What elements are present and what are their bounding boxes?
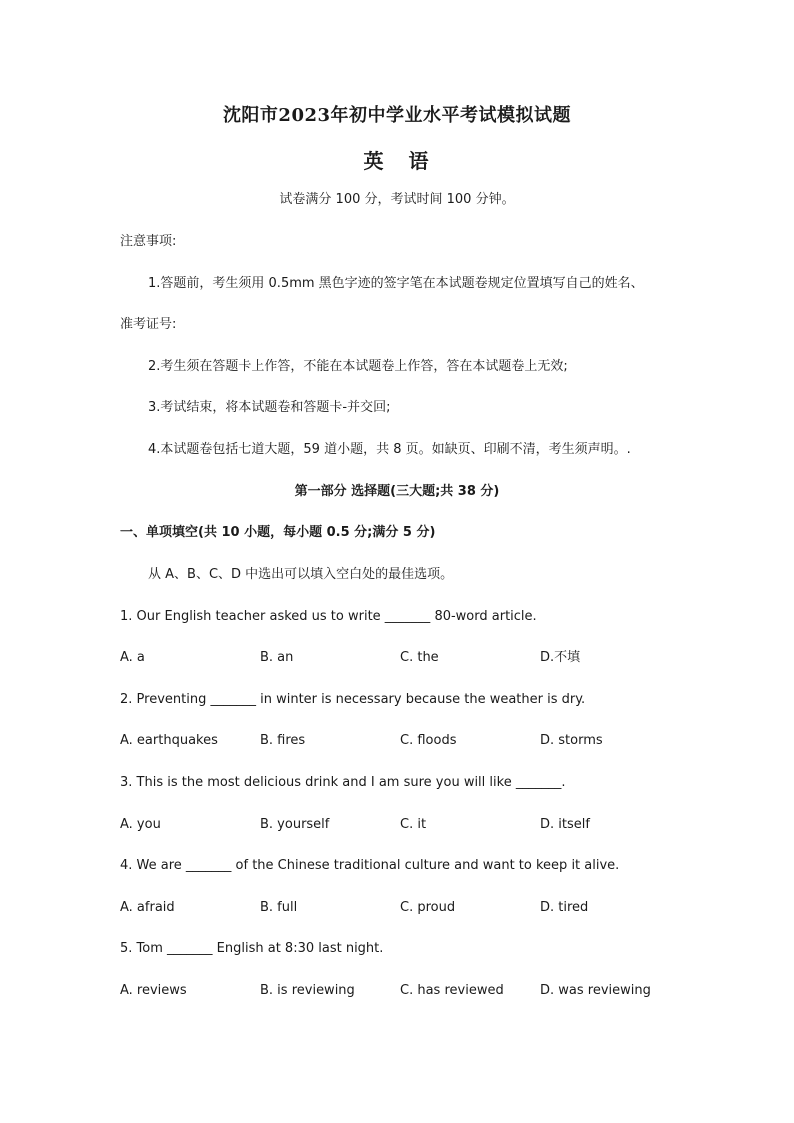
note-item-1: 1.答题前，考生须用 0.5mm 黑色字迹的签字笔在本试题卷规定位置填写自己的姓名、 [148, 276, 644, 291]
question-1-option-a: A. a [120, 650, 145, 665]
question-3-option-c: C. it [400, 817, 427, 832]
question-4: 4. We are _______ of the Chinese traditional culture and want to keep it alive. [120, 858, 620, 873]
question-3-option-d: D. itself [540, 817, 590, 832]
note-item-3: 3.考试结束，将本试题卷和答题卡-并交回; [148, 400, 391, 415]
question-1-option-d: D.不填 [540, 650, 581, 665]
question-3-option-b: B. yourself [260, 817, 330, 832]
question-5-option-c: C. has reviewed [400, 983, 504, 998]
question-4-option-a: A. afraid [120, 900, 175, 915]
question-1: 1. Our English teacher asked us to write _______ 80-word article. [120, 609, 537, 624]
note-item-2: 2.考生须在答题卡上作答，不能在本试题卷上作答，答在本试题卷上无效; [148, 359, 568, 374]
notes-heading: 注意事项: [120, 234, 177, 249]
question-4-option-d: D. tired [540, 900, 589, 915]
question-3-option-a: A. you [120, 817, 161, 832]
question-5-option-d: D. was reviewing [540, 983, 651, 998]
question-1-option-b: B. an [260, 650, 294, 665]
exam-info: 试卷满分 100 分，考试时间 100 分钟。 [279, 192, 515, 207]
part1-heading: 第一部分 选择题(三大题;共 38 分) [294, 484, 500, 499]
question-2-option-a: A. earthquakes [120, 733, 218, 748]
question-4-option-c: C. proud [400, 900, 456, 915]
question-5-option-b: B. is reviewing [260, 983, 355, 998]
question-2-option-d: D. storms [540, 733, 603, 748]
section1-heading: 一、单项填空(共 10 小题，每小题 0.5 分;满分 5 分) [120, 525, 436, 540]
note-item-4: 4.本试题卷包括七道大题，59 道小题，共 8 页。如缺页、印刷不清，考生须声明。. [148, 442, 631, 457]
question-2-option-b: B. fires [260, 733, 306, 748]
question-1-option-c: C. the [400, 650, 439, 665]
note-item-1-continued: 准考证号: [120, 317, 177, 332]
section1-instruction: 从 A、B、C、D 中选出可以填入空白处的最佳选项。 [148, 567, 454, 582]
question-2: 2. Preventing _______ in winter is necessary because the weather is dry. [120, 692, 586, 707]
exam-title: 沈阳市2023年初中学业水平考试模拟试题 [222, 105, 572, 126]
exam-subject: 英 语 [363, 149, 431, 173]
question-4-option-b: B. full [260, 900, 298, 915]
question-5: 5. Tom _______ English at 8:30 last night. [120, 941, 384, 956]
question-5-option-a: A. reviews [120, 983, 187, 998]
question-2-option-c: C. floods [400, 733, 457, 748]
question-3: 3. This is the most delicious drink and I am sure you will like _______. [120, 775, 566, 790]
